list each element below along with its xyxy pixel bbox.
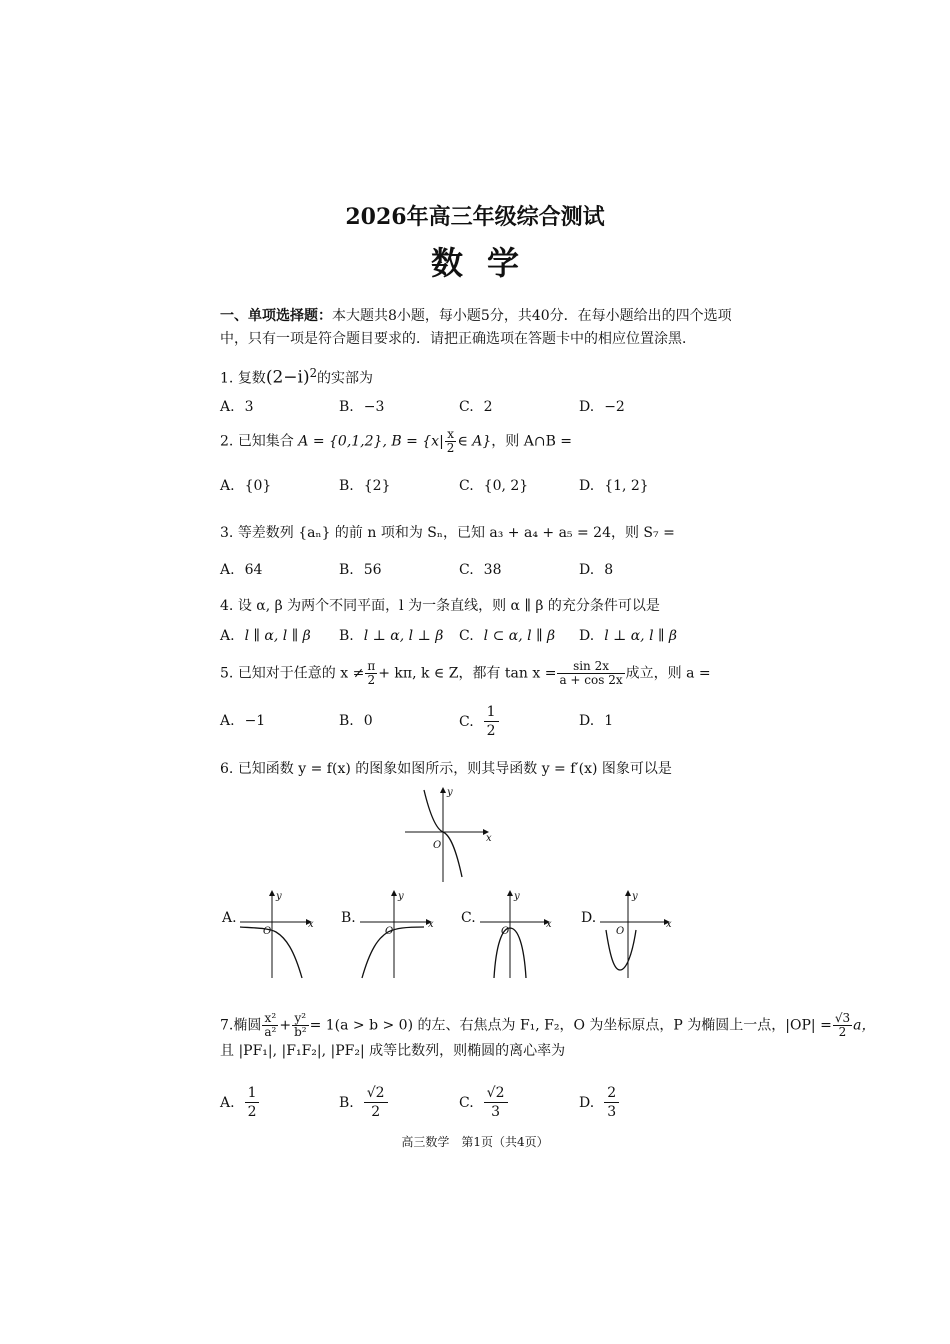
question-number: 3. xyxy=(220,525,234,541)
subject-title: 数学 xyxy=(430,244,543,282)
question-text: 等差数列 {aₙ} 的前 n 项和为 Sₙ，已知 a₃ + a₄ + a₅ = 24，则 S₇ = xyxy=(237,525,675,541)
option-a[interactable]: A. {0} xyxy=(220,478,272,494)
svg-text:y: y xyxy=(632,891,638,902)
question-text: 复数 xyxy=(237,370,266,387)
math-expr: A = {0,1,2}, B = {x| xyxy=(298,433,444,450)
options-q3 xyxy=(220,562,740,584)
option-b[interactable]: B. 0 xyxy=(339,713,373,729)
options-q2 xyxy=(220,478,740,500)
option-d[interactable]: D. {1, 2} xyxy=(579,478,649,494)
option-d-label[interactable]: D. xyxy=(581,910,597,926)
question-5 xyxy=(220,660,711,687)
fraction: $\frac{x}{2}$ xyxy=(446,427,455,455)
question-7: 7.椭圆 $\frac{\text{x²}}{\text{a²}}$ + $\frac{\text{y²}}{\text{b²}}$ = 1(a > b > 0) 的左、右焦点为 F₁, F₂，O 为坐标原点，P 为椭圆上一点，|OP| = $\frac{√3}{2}$ a， xyxy=(220,1011,876,1039)
math-expr: (2−i) xyxy=(265,367,310,388)
origin-label: O xyxy=(433,840,442,851)
question-1 xyxy=(220,366,373,388)
question-text: 椭圆 xyxy=(233,1017,262,1034)
question-text-tail: 成立，则 a = xyxy=(625,665,711,682)
exponent: 2 xyxy=(309,366,317,380)
svg-text:O: O xyxy=(263,926,272,937)
svg-text:O: O xyxy=(616,926,625,937)
options-q5 xyxy=(220,704,740,739)
question-6 xyxy=(220,758,672,778)
fraction: $\frac{√3}{2}$ xyxy=(834,1011,851,1039)
fraction: $\frac{\text{y²}}{\text{b²}}$ xyxy=(294,1011,307,1039)
svg-text:x: x xyxy=(308,919,314,930)
option-a-graph[interactable] xyxy=(236,890,318,980)
option-a[interactable]: A. 64 xyxy=(220,562,263,578)
option-b-graph[interactable] xyxy=(356,890,438,980)
option-c-graph[interactable] xyxy=(476,890,558,980)
option-c[interactable]: C. l ⊂ α, l ∥ β xyxy=(459,628,556,644)
fraction: $\frac{\text{x²}}{\text{a²}}$ xyxy=(264,1011,277,1039)
option-b-label[interactable]: B. xyxy=(341,910,356,926)
exam-title: 2026年高三年级综合测试 xyxy=(345,204,605,230)
svg-text:x: x xyxy=(428,919,434,930)
svg-text:y: y xyxy=(514,891,520,902)
option-d[interactable]: D. 8 xyxy=(579,562,614,578)
svg-text:y: y xyxy=(276,891,282,902)
math-expr: = 1(a > b > 0) 的左、右焦点为 F₁, F₂，O 为坐标原点，P 为椭圆上一点，|OP| = xyxy=(309,1017,832,1034)
option-a-label[interactable]: A. xyxy=(222,910,237,926)
option-a[interactable]: A. −1 xyxy=(220,713,266,729)
math-expr: + kπ, k ∈ Z，都有 tan x = xyxy=(378,665,557,682)
option-b[interactable]: B. l ⊥ α, l ⊥ β xyxy=(339,628,444,644)
question-number: 5. xyxy=(220,665,234,682)
option-c[interactable]: C. 38 xyxy=(459,562,502,578)
question-text: 已知集合 xyxy=(237,433,294,450)
option-d[interactable]: D. −2 xyxy=(579,399,625,415)
question-number: 2. xyxy=(220,433,234,450)
question-number: 7. xyxy=(220,1017,234,1034)
options-q4 xyxy=(220,628,740,650)
option-a[interactable]: A. $\frac{1}{2}$ xyxy=(220,1084,259,1121)
option-c[interactable]: C. $\frac{√2}{3}$ xyxy=(459,1084,508,1121)
y-axis-arrow xyxy=(440,787,446,793)
option-d[interactable]: D. $\frac{2}{3}$ xyxy=(579,1084,619,1121)
function-graph xyxy=(400,785,495,885)
svg-text:x: x xyxy=(666,919,672,930)
section-heading: 一、单项选择题： xyxy=(220,308,332,324)
page-footer: 高三数学 第1页（共4页） xyxy=(401,1135,549,1149)
option-d[interactable]: D. l ⊥ α, l ∥ β xyxy=(579,628,678,644)
option-d[interactable]: D. 1 xyxy=(579,713,614,729)
question-text-tail: 的实部为 xyxy=(317,370,373,387)
svg-text:x: x xyxy=(546,919,552,930)
option-c[interactable]: C. $\frac{1}{2}$ xyxy=(459,703,499,740)
question-text: 已知对于任意的 x ≠ xyxy=(237,665,365,682)
section-text: 本大题共8小题，每小题5分，共40分．在每小题给出的四个选项中，只有一项是符合题目要求的．请把正确选项在答题卡中的相应位置涂黑． xyxy=(220,308,732,347)
question-number: 1. xyxy=(220,370,234,387)
option-a[interactable]: A. 3 xyxy=(220,399,254,415)
option-c[interactable]: C. 2 xyxy=(459,399,493,415)
svg-text:y: y xyxy=(398,891,404,902)
axis-label-y: y xyxy=(447,787,453,798)
question-7-line2: 且 |PF₁|, |F₁F₂|, |PF₂| 成等比数列，则椭圆的离心率为 xyxy=(220,1043,566,1059)
svg-text:O: O xyxy=(385,926,394,937)
question-4 xyxy=(220,595,660,615)
svg-text:O: O xyxy=(501,926,510,937)
fraction: $\frac{\pi}{2}$ xyxy=(367,659,376,687)
question-text-tail: ，则 A∩B = xyxy=(491,433,573,450)
question-number: 6. xyxy=(220,761,234,777)
option-c[interactable]: C. {0, 2} xyxy=(459,478,529,494)
option-b[interactable]: B. {2} xyxy=(339,478,391,494)
option-b[interactable]: B. −3 xyxy=(339,399,385,415)
question-3 xyxy=(220,522,675,542)
question-number: 4. xyxy=(220,598,234,614)
question-2 xyxy=(220,428,572,455)
section-instructions xyxy=(220,305,740,351)
math-expr: ∈ A} xyxy=(457,433,492,450)
options-q1 xyxy=(220,399,740,421)
option-d-graph[interactable] xyxy=(596,890,678,980)
axis-label-x: x xyxy=(486,833,492,844)
options-q7 xyxy=(220,1085,740,1120)
option-a[interactable]: A. l ∥ α, l ∥ β xyxy=(220,628,311,644)
option-b[interactable]: B. 56 xyxy=(339,562,382,578)
option-c-label[interactable]: C. xyxy=(461,910,476,926)
question-text: 设 α, β 为两个不同平面，l 为一条直线，则 α ∥ β 的充分条件可以是 xyxy=(237,598,660,614)
question-text: 已知函数 y = f(x) 的图象如图所示，则其导函数 y = f′(x) 图象可以是 xyxy=(237,761,672,777)
fraction: $\frac{\sin 2x}{a + \cos 2x}$ xyxy=(559,659,623,687)
option-b[interactable]: B. $\frac{√2}{2}$ xyxy=(339,1084,388,1121)
